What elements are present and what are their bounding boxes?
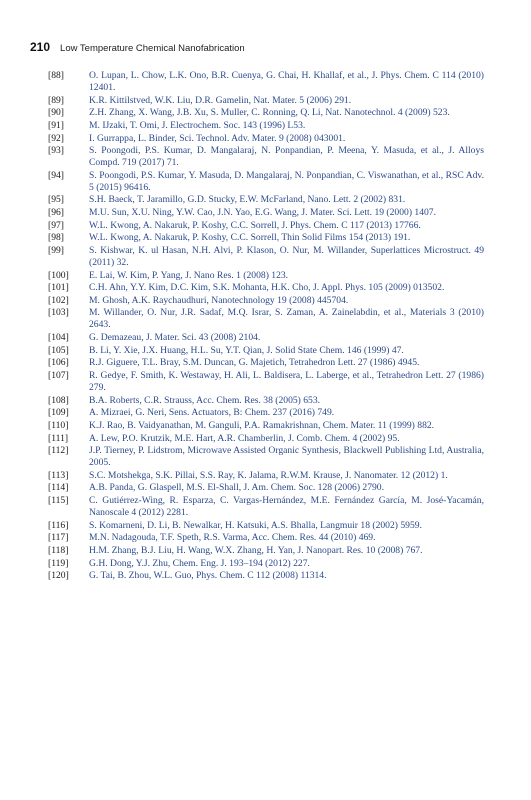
reference-item (48, 70, 484, 94)
page-header (30, 40, 245, 54)
reference-citation-link[interactable]: M. Ghosh, A.K. Raychaudhuri, Nanotechnology 19 (2008) 445704. (89, 294, 349, 306)
reference-item (48, 433, 484, 445)
reference-item (48, 120, 484, 132)
reference-citation-link[interactable]: G. Demazeau, J. Mater. Sci. 43 (2008) 2104. (89, 332, 261, 344)
reference-number: [97] (48, 219, 64, 231)
reference-number: [95] (48, 194, 64, 206)
reference-citation-link[interactable]: S.H. Baeck, T. Jaramillo, G.D. Stucky, E.W. McFarland, Nano. Lett. 2 (2002) 831. (89, 194, 406, 206)
reference-citation-link[interactable]: G. Tai, B. Zhou, W.L. Guo, Phys. Chem. C 112 (2008) 11314. (89, 570, 327, 582)
reference-item (48, 307, 484, 331)
reference-citation-link[interactable]: S. Poongodi, P.S. Kumar, Y. Masuda, D. Mangalaraj, N. Ponpandian, C. Viswanathan, et al., RSC Adv. 5 (2015) 96416. (89, 169, 484, 193)
reference-number: [89] (48, 94, 64, 106)
reference-citation-link[interactable]: S. Poongodi, P.S. Kumar, D. Mangalaraj, N. Ponpandian, P. Meena, Y. Masuda, et al., J. Alloys Compd. 719 (2017) 71. (89, 145, 484, 169)
reference-item (48, 170, 484, 194)
reference-number: [114] (48, 482, 69, 494)
reference-citation-link[interactable]: A. Mizraei, G. Neri, Sens. Actuators, B: Chem. 237 (2016) 749. (89, 407, 335, 419)
reference-number: [88] (48, 70, 64, 81)
reference-number: [108] (48, 394, 69, 406)
reference-item (48, 420, 484, 432)
reference-number: [106] (48, 357, 69, 369)
reference-item (48, 270, 484, 282)
reference-citation-link[interactable]: Z.H. Zhang, X. Wang, J.B. Xu, S. Muller, C. Ronning, Q. Li, Nat. Nanotechnol. 4 (2009) 523. (89, 107, 450, 119)
reference-number: [92] (48, 132, 64, 144)
reference-item (48, 245, 484, 269)
reference-number: [120] (48, 570, 69, 582)
reference-number: [90] (48, 107, 64, 119)
reference-item (48, 495, 484, 519)
reference-citation-link[interactable]: C. Gutiérrez-Wing, R. Esparza, C. Vargas-Hernández, M.E. Fernández García, M. José-Yacamán, Nanoscale 4 (2012) 2281. (89, 495, 484, 518)
reference-citation-link[interactable]: E. Lai, W. Kim, P. Yang, J. Nano Res. 1 (2008) 123. (89, 269, 289, 281)
reference-number: [113] (48, 469, 69, 481)
reference-citation-link[interactable]: M. IJzaki, T. Omi, J. Electrochem. Soc. 143 (1996) L53. (89, 119, 306, 131)
reference-citation-link[interactable]: B.A. Roberts, C.R. Strauss, Acc. Chem. Res. 38 (2005) 653. (89, 394, 321, 406)
reference-item (48, 520, 484, 532)
reference-number: [103] (48, 307, 69, 319)
reference-number: [116] (48, 519, 69, 531)
reference-number: [109] (48, 407, 69, 419)
reference-number: [115] (48, 495, 69, 507)
running-title: Low Temperature Chemical Nanofabrication (60, 43, 245, 54)
page-number: 210 (30, 40, 51, 54)
reference-citation-link[interactable]: B. Li, Y. Xie, J.X. Huang, H.L. Su, Y.T. Qian, J. Solid State Chem. 146 (1999) 47. (89, 344, 404, 356)
reference-item (48, 282, 484, 294)
reference-citation-link[interactable]: M. Willander, O. Nur, J.R. Sadaf, M.Q. Israr, S. Zaman, A. Zainelabdin, et al., Materials 3 (2010) 2643. (89, 307, 484, 331)
reference-item (48, 370, 484, 394)
reference-item (48, 107, 484, 119)
reference-number: [102] (48, 294, 69, 306)
reference-citation-link[interactable]: S. Komarneni, D. Li, B. Newalkar, H. Katsuki, A.S. Bhalla, Langmuir 18 (2002) 5959. (89, 519, 422, 531)
reference-citation-link[interactable]: A.B. Panda, G. Glaspell, M.S. El-Shall, J. Am. Chem. Soc. 128 (2006) 2790. (89, 482, 384, 494)
reference-citation-link[interactable]: K.J. Rao, B. Vaidyanathan, M. Ganguli, P.A. Ramakrishnan, Chem. Mater. 11 (1999) 882. (89, 419, 435, 431)
reference-number: [107] (48, 370, 69, 381)
reference-item (48, 545, 484, 557)
reference-citation-link[interactable]: S. Kishwar, K. ul Hasan, N.H. Alvi, P. Klason, O. Nur, M. Willander, Superlattices Microstruct. 49 (2011) 32. (89, 244, 484, 268)
reference-item (48, 482, 484, 494)
reference-citation-link[interactable]: C.H. Ahn, Y.Y. Kim, D.C. Kim, S.K. Mohanta, H.K. Cho, J. Appl. Phys. 105 (2009) 013502. (89, 282, 445, 294)
reference-number: [96] (48, 206, 64, 218)
reference-item (48, 232, 484, 244)
reference-number: [100] (48, 269, 69, 281)
reference-citation-link[interactable]: M.U. Sun, X.U. Ning, Y.W. Cao, J.N. Yao, E.G. Wang, J. Mater. Sci. Lett. 19 (2000) 1407. (89, 206, 436, 218)
reference-citation-link[interactable]: M.N. Nadagouda, T.F. Speth, R.S. Varma, Acc. Chem. Res. 44 (2010) 469. (89, 532, 376, 544)
reference-item (48, 295, 484, 307)
reference-item (48, 470, 484, 482)
reference-item (48, 220, 484, 232)
reference-citation-link[interactable]: S.C. Motshekga, S.K. Pillai, S.S. Ray, K. Jalama, R.W.M. Krause, J. Nanomater. 12 (2012) 1. (89, 469, 448, 481)
reference-item (48, 570, 484, 582)
reference-citation-link[interactable]: G.H. Dong, Y.J. Zhu, Chem. Eng. J. 193–194 (2012) 227. (89, 557, 310, 569)
reference-citation-link[interactable]: R. Gedye, F. Smith, K. Westaway, H. Ali, L. Baldisera, L. Laberge, et al., Tetrahedron Lett. 27 (1986) 279. (89, 370, 484, 393)
reference-item (48, 558, 484, 570)
reference-item (48, 194, 484, 206)
reference-number: [93] (48, 145, 64, 157)
reference-citation-link[interactable]: J.P. Tierney, P. Lidstrom, Microwave Assisted Organic Synthesis, Blackwell Publishing Ltd, Australia, 2005. (89, 445, 484, 469)
reference-number: [94] (48, 169, 64, 181)
reference-item (48, 395, 484, 407)
reference-item (48, 357, 484, 369)
reference-number: [118] (48, 544, 69, 556)
reference-item (48, 445, 484, 469)
reference-number: [105] (48, 344, 69, 356)
reference-number: [111] (48, 432, 69, 444)
reference-number: [91] (48, 119, 64, 131)
reference-number: [112] (48, 445, 69, 457)
reference-number: [119] (48, 557, 69, 569)
reference-list (48, 70, 484, 583)
reference-item (48, 133, 484, 145)
reference-citation-link[interactable]: A. Lew, P.O. Krutzik, M.E. Hart, A.R. Chamberlin, J. Comb. Chem. 4 (2002) 95. (89, 432, 400, 444)
reference-item (48, 532, 484, 544)
reference-citation-link[interactable]: W.L. Kwong, A. Nakaruk, P. Koshy, C.C. Sorrell, J. Phys. Chem. C 117 (2013) 17766. (89, 219, 421, 231)
reference-item (48, 95, 484, 107)
reference-citation-link[interactable]: R.J. Giguere, T.L. Bray, S.M. Duncan, G. Majetich, Tetrahedron Lett. 27 (1986) 4945. (89, 357, 420, 369)
reference-citation-link[interactable]: K.R. Kittilstved, W.K. Liu, D.R. Gamelin, Nat. Mater. 5 (2006) 291. (89, 94, 352, 106)
reference-citation-link[interactable]: H.M. Zhang, B.J. Liu, H. Wang, W.X. Zhang, H. Yan, J. Nanopart. Res. 10 (2008) 767. (89, 544, 423, 556)
reference-citation-link[interactable]: W.L. Kwong, A. Nakaruk, P. Koshy, C.C. Sorrell, Thin Solid Films 154 (2013) 191. (89, 232, 411, 244)
reference-number: [98] (48, 232, 64, 244)
reference-citation-link[interactable]: I. Gurrappa, L. Binder, Sci. Technol. Adv. Mater. 9 (2008) 043001. (89, 132, 346, 144)
reference-citation-link[interactable]: O. Lupan, L. Chow, L.K. Ono, B.R. Cuenya, G. Chai, H. Khallaf, et al., J. Phys. Chem. C 114 (2010) 12401. (89, 70, 484, 93)
reference-number: [117] (48, 532, 69, 544)
reference-item (48, 345, 484, 357)
reference-item (48, 407, 484, 419)
reference-number: [110] (48, 419, 69, 431)
reference-number: [104] (48, 332, 69, 344)
reference-item (48, 145, 484, 169)
reference-number: [99] (48, 244, 64, 256)
reference-item (48, 332, 484, 344)
reference-number: [101] (48, 282, 69, 294)
reference-item (48, 207, 484, 219)
